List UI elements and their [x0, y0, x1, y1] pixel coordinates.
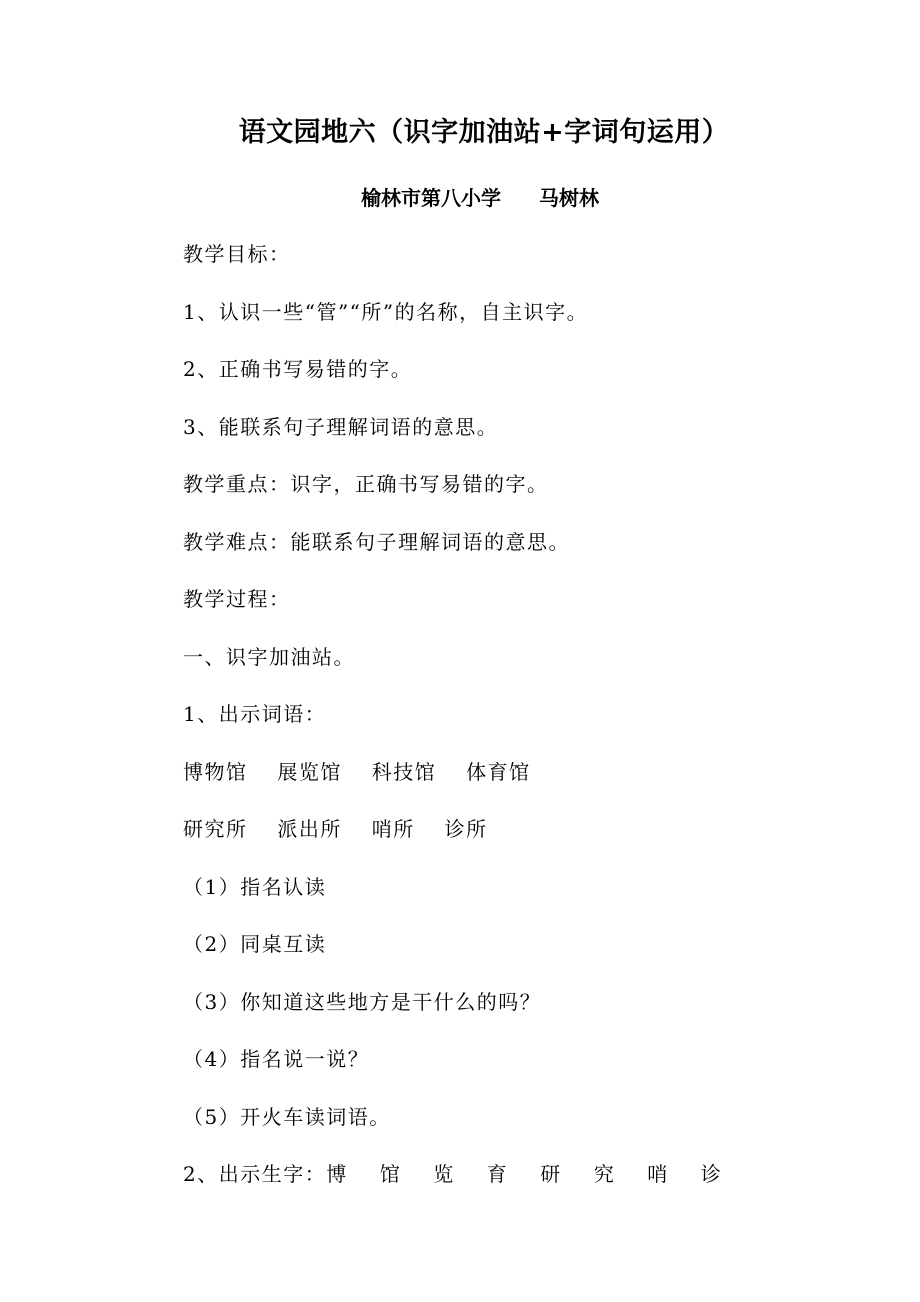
- step-2-label: 2、出示生字：: [183, 1162, 327, 1186]
- key-point: 教学重点：识字，正确书写易错的字。: [183, 472, 549, 496]
- word-item: 研究所: [183, 817, 248, 841]
- author-line: [0, 182, 920, 211]
- char-item: 览: [433, 1162, 455, 1186]
- author-school: 榆林市第八小学: [361, 186, 501, 210]
- sub-step-3: （3）你知道这些地方是干什么的吗？: [183, 990, 542, 1014]
- process-heading: 教学过程：: [183, 587, 291, 611]
- goal-2: 2、正确书写易错的字。: [183, 357, 413, 381]
- word-item: 诊所: [444, 817, 488, 841]
- sub-step-1: （1）指名认读: [183, 875, 327, 899]
- goals-heading: 教学目标：: [183, 242, 291, 266]
- sub-step-2: （2）同桌互读: [183, 932, 327, 956]
- step-1: 1、出示词语：: [183, 702, 327, 726]
- char-item: 诊: [700, 1162, 723, 1186]
- difficulty: 教学难点：能联系句子理解词语的意思。: [183, 530, 570, 554]
- char-item: 研: [540, 1162, 562, 1186]
- document-title: 语文园地六（识字加油站+字词句运用）: [238, 117, 730, 148]
- word-list-suo: [183, 815, 488, 843]
- word-item: 科技馆: [371, 760, 437, 784]
- word-item: 哨所: [371, 817, 415, 841]
- word-item: 派出所: [277, 817, 342, 841]
- goal-3: 3、能联系句子理解词语的意思。: [183, 415, 499, 439]
- section-1-heading: 一、识字加油站。: [183, 645, 355, 669]
- sub-step-5: （5）开火车读词语。: [183, 1105, 391, 1129]
- char-item: 馆: [379, 1162, 402, 1186]
- word-list-guan: [183, 758, 531, 786]
- char-item: 育: [486, 1162, 509, 1186]
- word-item: 体育馆: [466, 760, 531, 784]
- step-2: [183, 1160, 722, 1188]
- word-item: 展览馆: [277, 760, 342, 784]
- char-item: 哨: [647, 1162, 669, 1186]
- goal-1: 1、认识一些“管”“所”的名称，自主识字。: [183, 300, 589, 324]
- char-item: 究: [593, 1162, 616, 1186]
- author-name: 马树林: [539, 186, 599, 210]
- word-item: 博物馆: [183, 760, 248, 784]
- sub-step-4: （4）指名说一说？: [183, 1047, 370, 1071]
- char-item: 博: [326, 1162, 348, 1186]
